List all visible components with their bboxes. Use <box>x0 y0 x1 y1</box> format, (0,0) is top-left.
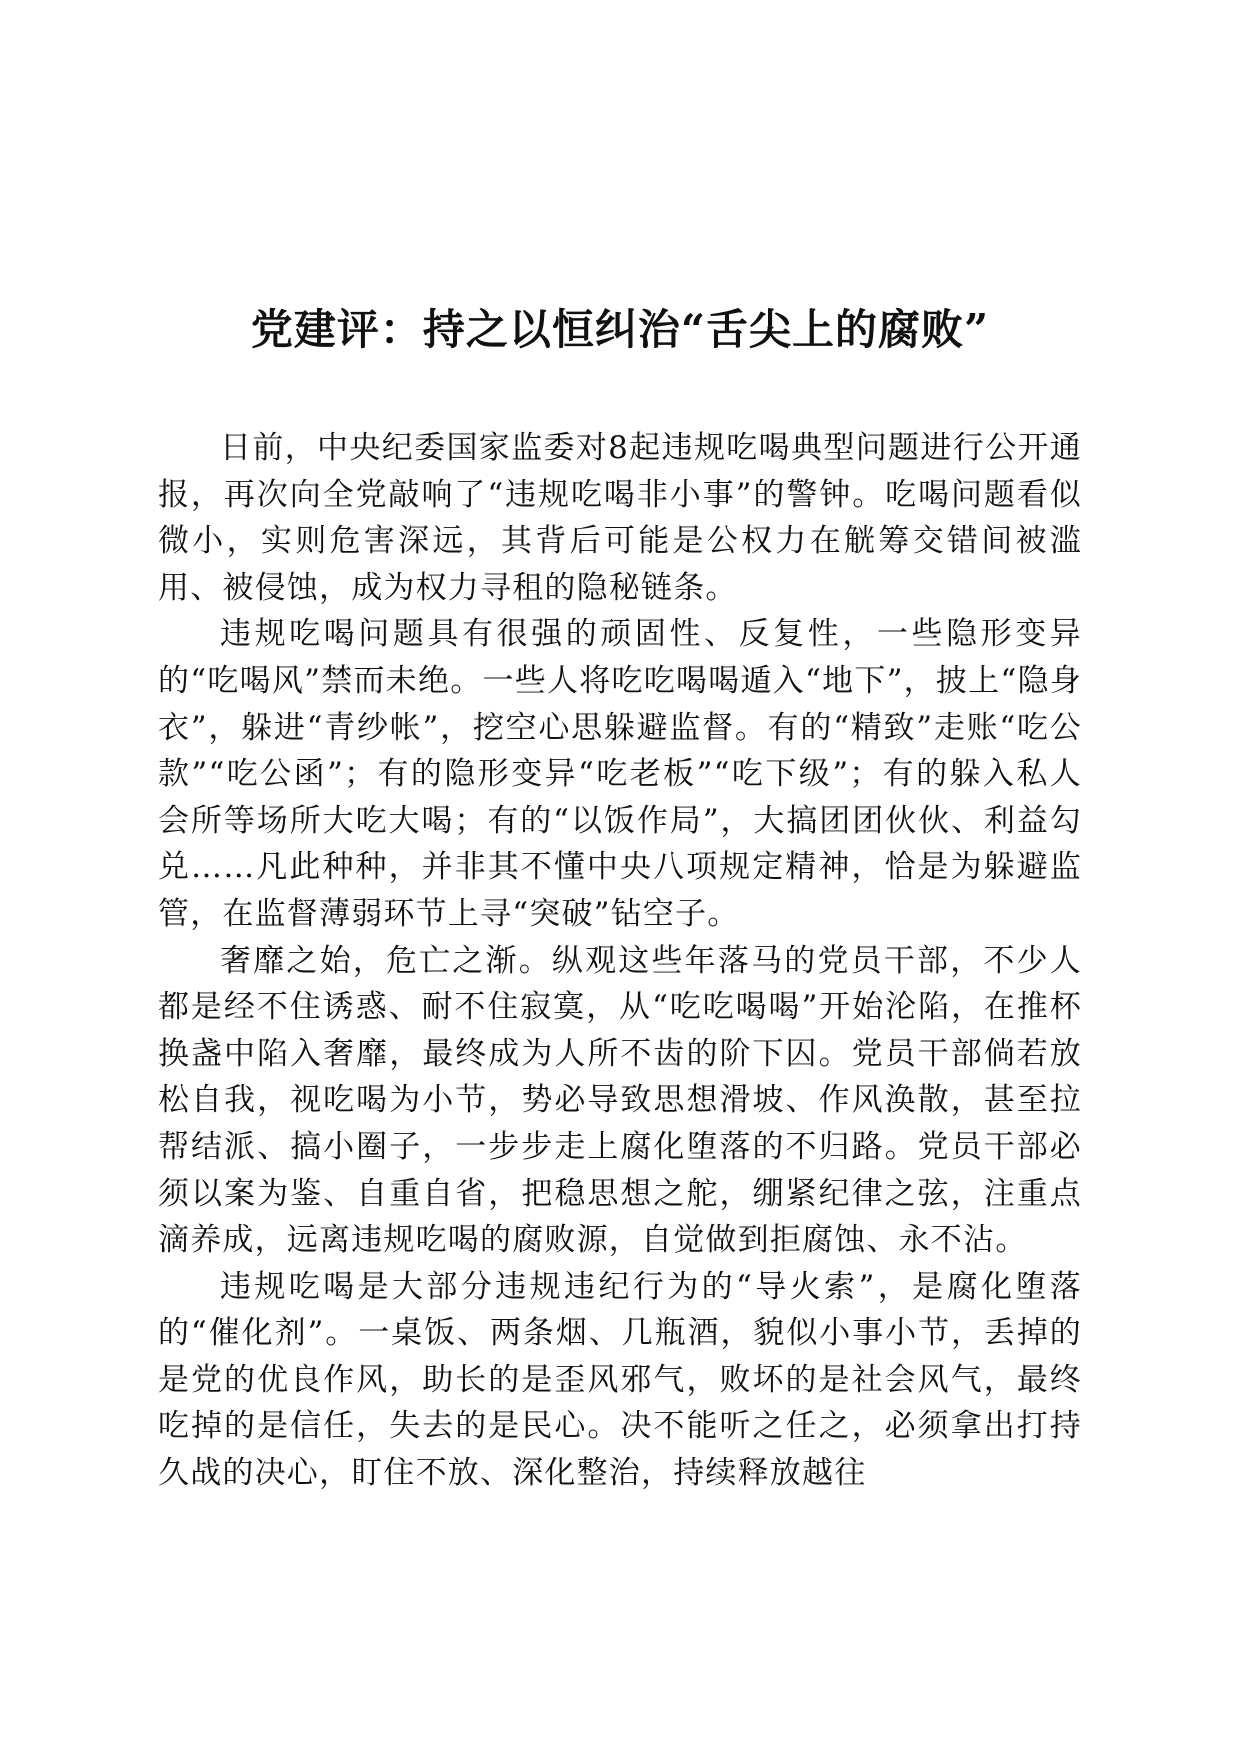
paragraph-2: 违规吃喝问题具有很强的顽固性、反复性，一些隐形变异的“吃喝风”禁而未绝。一些人将吃吃喝喝遁入“地下”，披上“隐身衣”，躲进“青纱帐”，挖空心思躲避监督。有的“精致”走账“吃公款”“吃公函”；有的隐形变异“吃老板”“吃下级”；有的躲入私人会所等场所大吃大喝；有的“以饭作局”，大搞团团伙伙、利益勾兑……凡此种种，并非其不懂中央八项规定精神，恰是为躲避监管，在监督薄弱环节上寻“突破”钻空子。 <box>158 616 1082 932</box>
paragraph-3: 奢靡之始，危亡之渐。纵观这些年落马的党员干部，不少人都是经不住诱惑、耐不住寂寞，从“吃吃喝喝”开始沦陷，在推杯换盏中陷入奢靡，最终成为人所不齿的阶下囚。党员干部倘若放松自我，视吃喝为小节，势必导致思想滑坡、作风涣散，甚至拉帮结派、搞小圈子，一步步走上腐化堕落的不归路。党员干部必须以案为鉴、自重自省，把稳思想之舵，绷紧纪律之弦，注重点滴养成，远离违规吃喝的腐败源，自觉做到拒腐蚀、永不沾。 <box>158 942 1082 1259</box>
document-body <box>158 425 1082 1497</box>
paragraph-4: 违规吃喝是大部分违规违纪行为的“导火索”，是腐化堕落的“催化剂”。一桌饭、两条烟、几瓶酒，貌似小事小节，丢掉的是党的优良作风，助长的是歪风邪气，败坏的是社会风气，最终吃掉的是信任，失去的是民心。决不能听之任之，必须拿出打持久战的决心，盯住不放、深化整治，持续释放越往 <box>158 1268 1082 1492</box>
paragraph-1: 日前，中央纪委国家监委对8起违规吃喝典型问题进行公开通报，再次向全党敲响了“违规吃喝非小事”的警钟。吃喝问题看似微小，实则危害深远，其背后可能是公权力在觥筹交错间被滥用、被侵蚀，成为权力寻租的隐秘链条。 <box>158 430 1082 606</box>
document-title: 党建评：持之以恒纠治“舌尖上的腐败” <box>250 305 990 354</box>
